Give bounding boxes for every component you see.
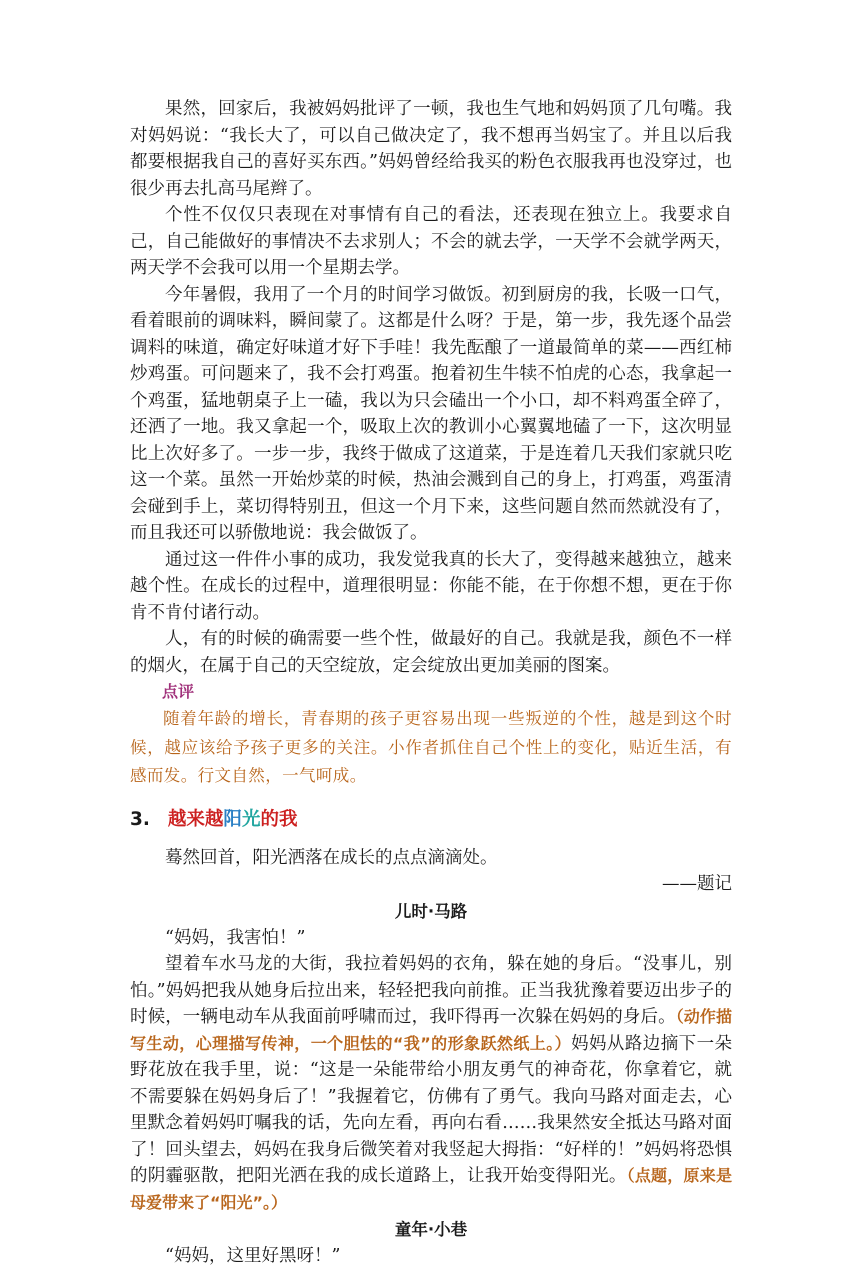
document-page <box>130 96 732 1270</box>
section-title-part: 阳 <box>223 808 242 830</box>
annotation: （动作描写生动，心理描写传神，一个胆怯的“我”的形象跃然纸上。） <box>130 1007 732 1053</box>
dialogue-line: “妈妈，这里好黑呀！” <box>165 1246 341 1266</box>
body-paragraph: 人，有的时候的确需要一些个性，做最好的自己。我就是我，颜色不一样的烟火，在属于自己的天空绽放，定会绽放出更加美丽的图案。 <box>130 629 732 676</box>
section-title-part: 的我 <box>260 808 298 830</box>
dialogue-line: “妈妈，我害怕！” <box>165 927 306 948</box>
epigraph-source: ——题记 <box>662 874 732 894</box>
review-text: 随着年龄的增长，青春期的孩子更容易出现一些叛逆的个性，越是到这个时候，越应该给予孩子更多的关注。小作者抓住自己个性上的变化，贴近生活，有感而发。行文自然，一气呵成。 <box>130 709 732 785</box>
section-title-part: 越来越 <box>167 808 224 830</box>
section-number: 3. <box>130 808 150 830</box>
body-text: 望着车水马龙的大街，我拉着妈妈的衣角，躲在她的身后。“没事儿，别怕。”妈妈把我从她身后拉出来，轻轻把我向前推。正当我犹豫着要迈出步子的时候，一辆电动车从我面前呼啸而过，我吓得再一次躲在妈妈的身后。 <box>130 954 732 1027</box>
annotation: （点题，原来是母爱带来了“阳光”。） <box>130 1166 732 1212</box>
body-paragraph: 通过这一件件小事的成功，我发觉我真的长大了，变得越来越独立，越来越个性。在成长的过程中，道理很明显：你能不能，在于你想不想，更在于你肯不肯付诸行动。 <box>130 549 732 623</box>
epigraph: 蓦然回首，阳光洒落在成长的点点滴滴处。 <box>165 847 498 868</box>
section-heading <box>130 805 732 835</box>
body-paragraph <box>130 951 732 1216</box>
body-paragraph: 个性不仅仅只表现在对事情有自己的看法，还表现在独立上。我要求自己，自己能做好的事情决不去求别人；不会的就去学，一天学不会就学两天，两天学不会我可以用一个星期去学。 <box>130 205 732 278</box>
subsection-title: 儿时·马路 <box>394 901 468 921</box>
review-label: 点评 <box>162 682 195 701</box>
section-title-part: 光 <box>241 808 261 830</box>
subsection-title: 童年·小巷 <box>394 1220 468 1239</box>
body-paragraph: 果然，回家后，我被妈妈批评了一顿，我也生气地和妈妈顶了几句嘴。我对妈妈说：“我长大了，可以自己做决定了，我不想再当妈宝了。并且以后我都要根据我自己的喜好买东西。”妈妈曾经给我买的粉色衣服我再也没穿过，也很少再去扎高马尾辫了。 <box>130 99 732 199</box>
body-paragraph: 今年暑假，我用了一个月的时间学习做饭。初到厨房的我，长吸一口气，看着眼前的调味料，瞬间蒙了。这都是什么呀？于是，第一步，我先逐个品尝调料的味道，确定好味道才好下手哇！我先酝酿了一道最简单的菜——西红柿炒鸡蛋。可问题来了，我不会打鸡蛋。抱着初生牛犊不怕虎的心态，我拿起一个鸡蛋，猛地朝桌子上一磕，我以为只会磕出一个小口，却不料鸡蛋全碎了，还洒了一地。我又拿起一个，吸取上次的教训小心翼翼地磕了一下，这次明显比上次好多了。一步一步，我终于做成了这道菜，于是连着几天我们家就只吃这一个菜。虽然一开始炒菜的时候，热油会溅到自己的身上，打鸡蛋，鸡蛋清会碰到手上，菜切得特别丑，但这一个月下来，这些问题自然而然就没有了，而且我还可以骄傲地说：我会做饭了。 <box>130 284 732 543</box>
body-text: 妈妈从路边摘下一朵野花放在我手里，说：“这是一朵能带给小朋友勇气的神奇花，你拿着它，就不需要躲在妈妈身后了！”我握着它，仿佛有了勇气。我向马路对面走去，心里默念着妈妈叮嘱我的话，先向左看，再向右看……我果然安全抵达马路对面了！回头望去，妈妈在我身后微笑着对我竖起大拇指：“好样的！”妈妈将恐惧的阴霾驱散，把阳光洒在我的成长道路上，让我开始变得阳光。 <box>130 1033 732 1186</box>
